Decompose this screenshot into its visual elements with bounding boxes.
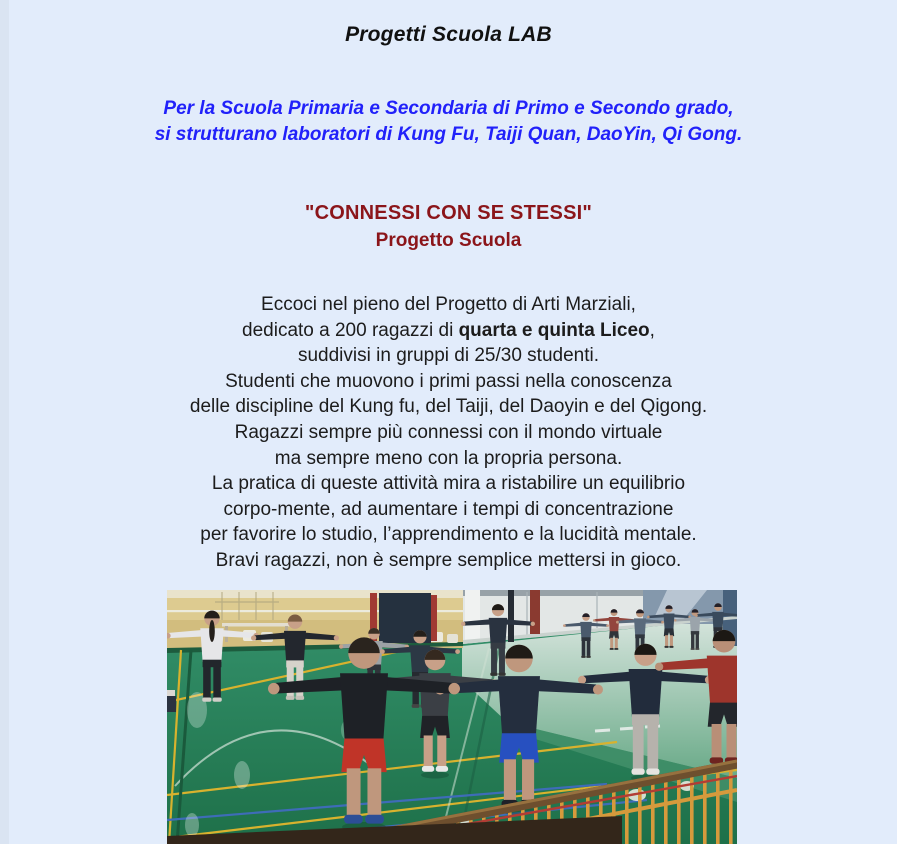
body-line: delle discipline del Kung fu, del Taiji, del Daoyin e del Qigong. bbox=[189, 396, 708, 418]
body-line: per favorire lo studio, l’apprendimento e la lucidità mentale. bbox=[200, 524, 697, 546]
body-text bbox=[0, 292, 897, 574]
page-title: Progetti Scuola LAB bbox=[345, 23, 552, 46]
body-line: Ragazzi sempre più connessi con il mondo virtuale bbox=[234, 421, 663, 443]
body-line: La pratica di queste attività mira a ristabilire un equilibrio bbox=[211, 473, 686, 495]
section-heading: "CONNESSI CON SE STESSI" bbox=[304, 202, 593, 224]
ponytail bbox=[209, 620, 215, 642]
intro-line-2: si strutturano laboratori di Kung Fu, Taiji Quan, DaoYin, Qi Gong. bbox=[154, 124, 743, 145]
body-line: dedicato a 200 ragazzi di quarta e quinta Liceo, bbox=[242, 319, 655, 341]
body-line: ma sempre meno con la propria persona. bbox=[274, 447, 623, 469]
body-line: Eccoci nel pieno del Progetto di Arti Marziali, bbox=[261, 294, 636, 315]
body-line: Bravi ragazzi, non è sempre semplice mettersi in gioco. bbox=[215, 549, 682, 571]
section-block bbox=[0, 200, 897, 254]
intro-text bbox=[0, 96, 897, 148]
gym-photo-illustration bbox=[167, 590, 737, 844]
gym-photo bbox=[167, 590, 737, 844]
body-line: corpo-mente, ad aumentare i tempi di concentrazione bbox=[223, 498, 674, 520]
body-line: suddivisi in gruppi di 25/30 studenti. bbox=[297, 345, 600, 367]
left-edge-strip bbox=[0, 0, 9, 844]
section-subheading: Progetto Scuola bbox=[375, 230, 522, 251]
body-line: Studenti che muovono i primi passi nella conoscenza bbox=[225, 370, 672, 392]
intro-line-1: Per la Scuola Primaria e Secondaria di Primo e Secondo grado, bbox=[163, 98, 734, 119]
